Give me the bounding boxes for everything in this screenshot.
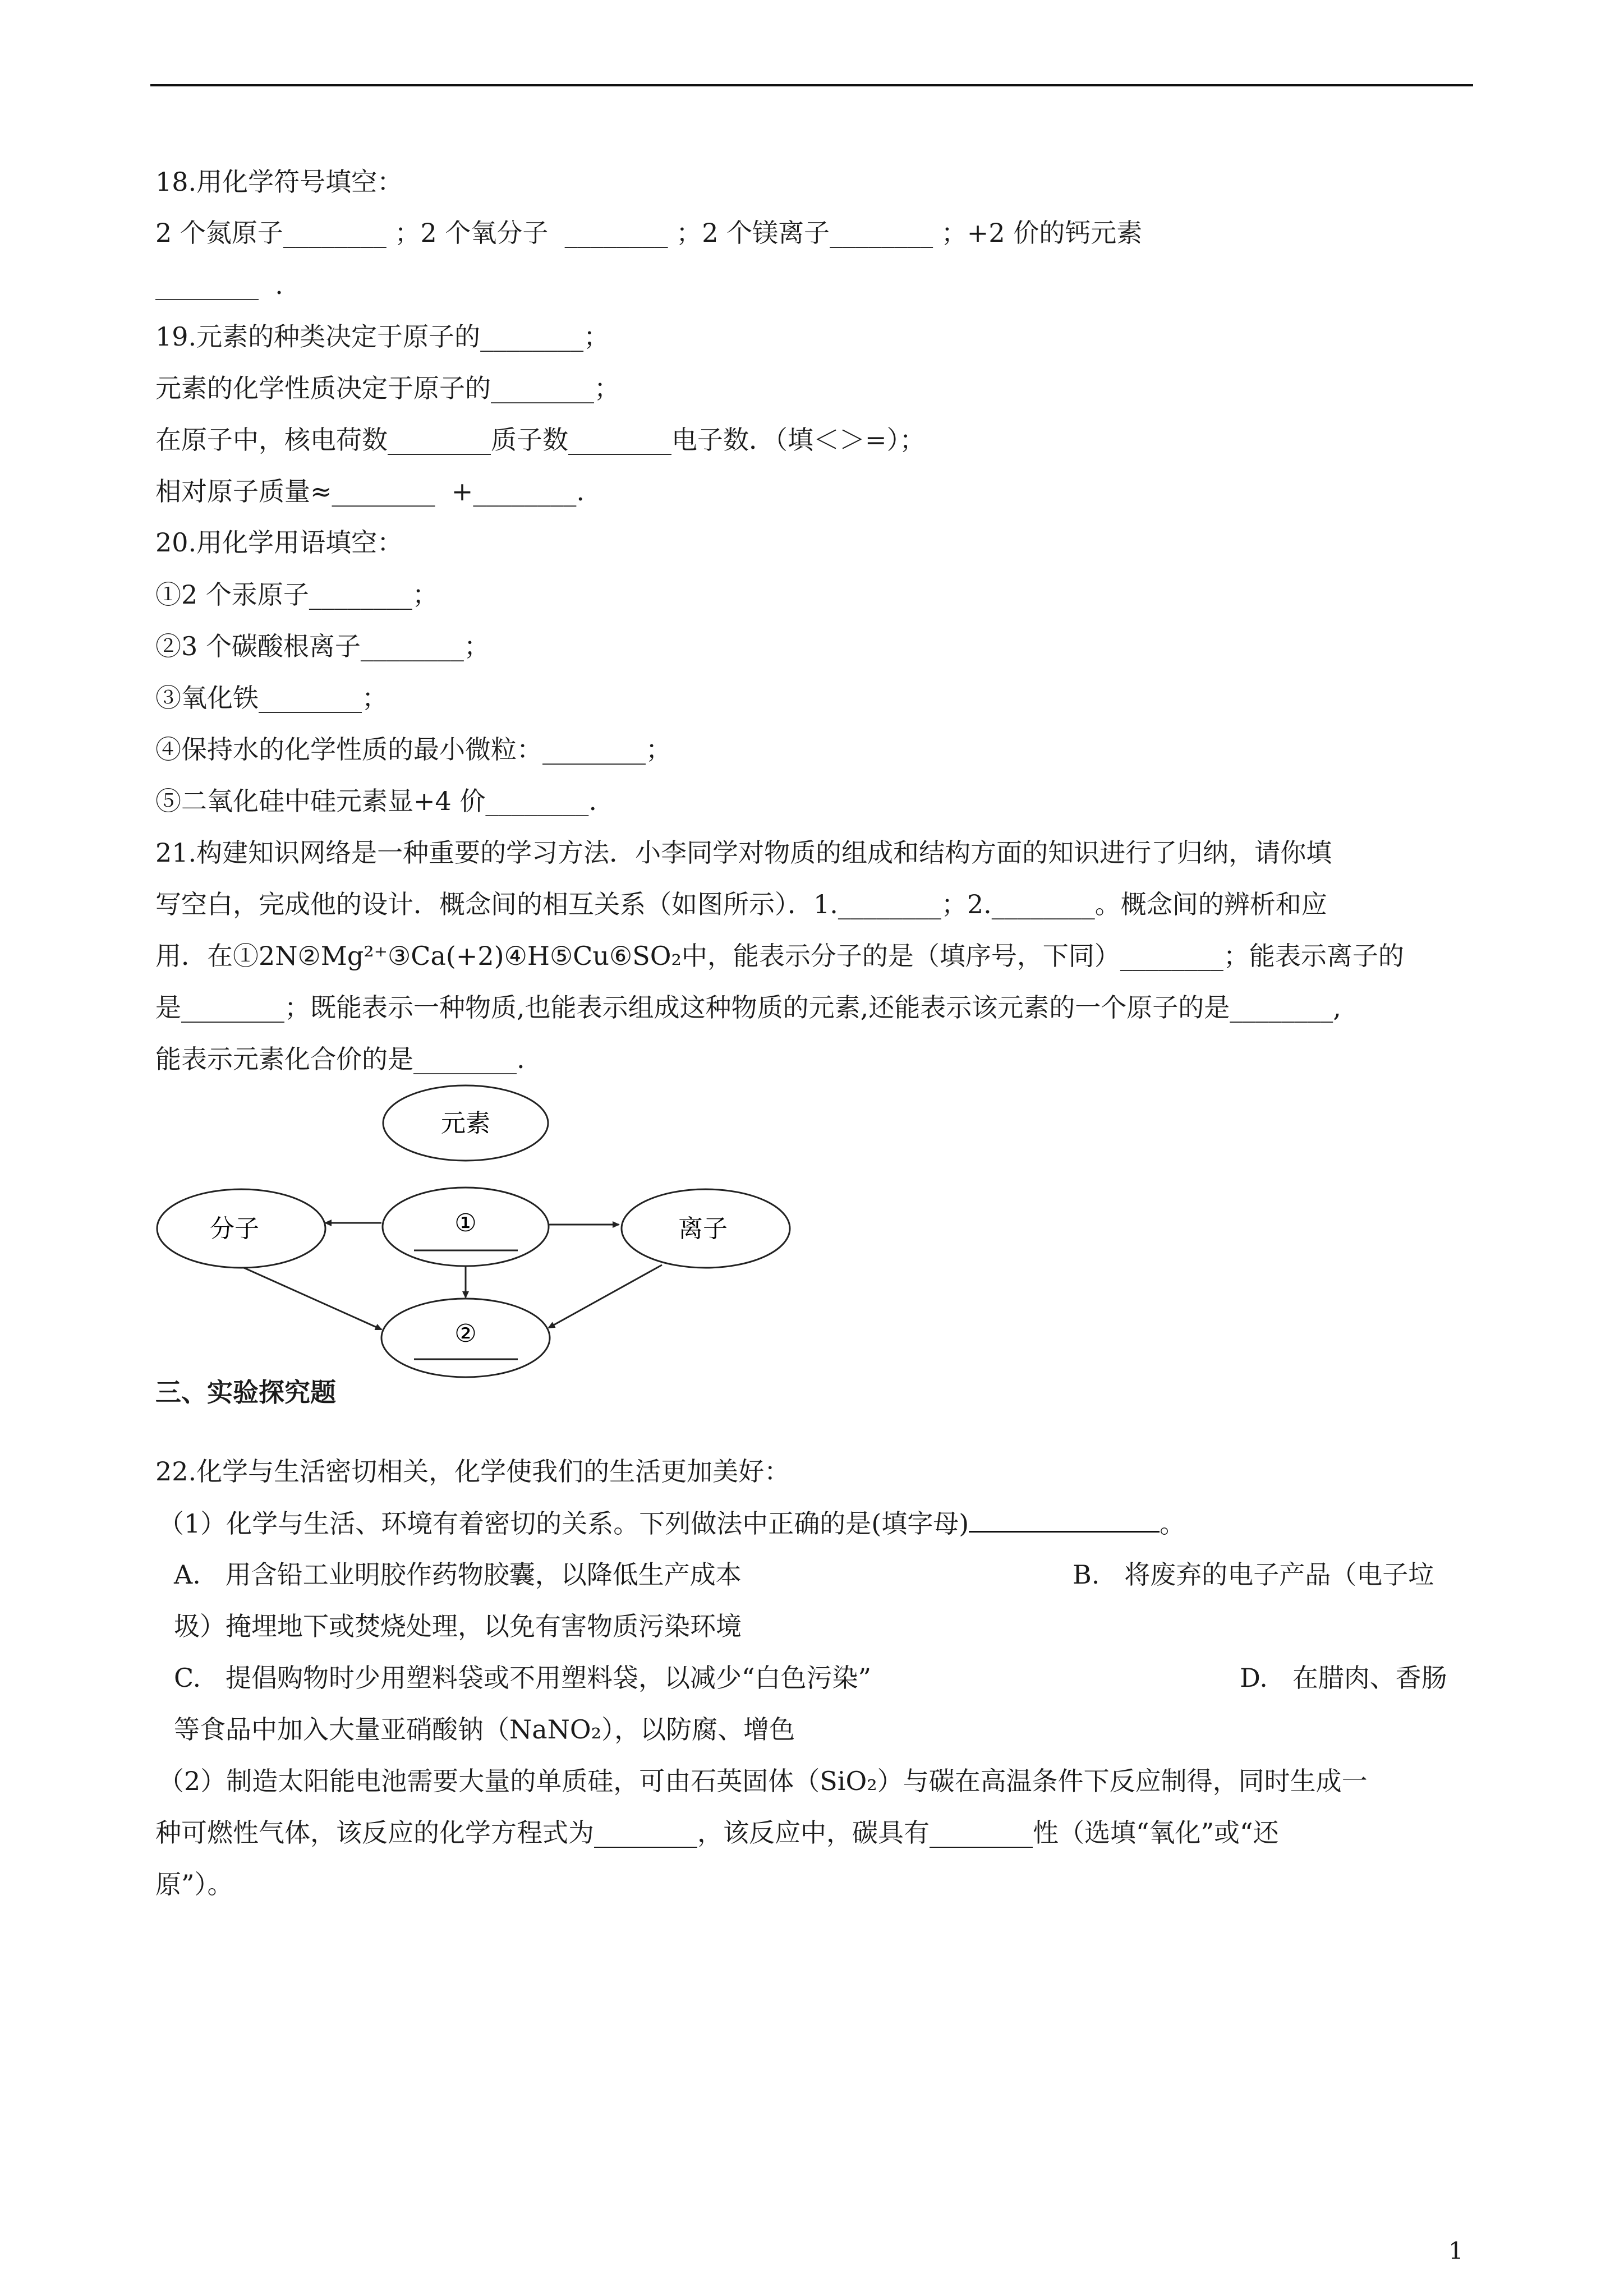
q22-option-d-cont: 等食品中加入大量亚硝酸钠（NaNO₂），以防腐、增色: [174, 1714, 795, 1745]
q22-title: 22.化学与生活密切相关，化学使我们的生活更加美好：: [155, 1456, 790, 1487]
arrow-molecule-to-2: [240, 1266, 381, 1329]
q22-part1: [158, 1506, 1185, 1540]
q22-option-c: C. 提倡购物时少用塑料袋或不用塑料袋，以减少“白色污染”: [174, 1663, 872, 1693]
q22-part1-blank: [969, 1506, 1160, 1533]
q22-part2-line2: 种可燃性气体，该反应的化学方程式为________，该反应中，碳具有________性（选填“氧化”或“还: [155, 1818, 1279, 1848]
node-ion-label: 离子: [678, 1214, 728, 1243]
q19-line2: 元素的化学性质决定于原子的________；: [155, 373, 620, 403]
q18-title: 18.用化学符号填空：: [155, 167, 403, 197]
q22-option-a: A. 用含铅工业明胶作药物胶囊，以降低生产成本: [174, 1559, 742, 1590]
concept-map-diagram: [150, 1069, 795, 1383]
page-number: 1: [1448, 2237, 1464, 2265]
q18-line2: ________ .: [155, 270, 283, 300]
q21-line4: 是________；既能表示一种物质,也能表示组成这种物质的元素,还能表示该元素的一个原子的是________,: [155, 992, 1341, 1023]
node-blank-1-label: ①: [454, 1209, 477, 1237]
q20-item-5: ⑤二氧化硅中硅元素显+4 价________.: [155, 786, 597, 816]
q22-part2-line1: （2）制造太阳能电池需要大量的单质硅，可由石英固体（SiO₂）与碳在高温条件下反应制得，同时生成一: [158, 1766, 1368, 1796]
header-rule: [150, 84, 1473, 86]
q20-item-4: ④保持水的化学性质的最小微粒：________；: [155, 734, 671, 765]
q22-option-d: D. 在腊肉、香肠: [1240, 1663, 1447, 1693]
q19-title: 19.元素的种类决定于原子的________；: [155, 321, 610, 352]
q22-part1-text: （1）化学与生活、环境有着密切的关系。下列做法中正确的是(填字母): [158, 1508, 969, 1539]
q20-title: 20.用化学用语填空：: [155, 527, 403, 558]
q20-item-1: ①2 个汞原子________；: [155, 579, 438, 610]
arrow-ion-to-2: [549, 1265, 662, 1328]
q20-item-3: ③氧化铁________；: [155, 683, 388, 713]
q22-part2-line3: 原”）。: [155, 1869, 233, 1899]
q22-option-b: B. 将废弃的电子产品（电子垃: [1073, 1559, 1434, 1590]
q21-line2: 写空白，完成他的设计．概念间的相互关系（如图所示）．1.________；2.________。概念间的辨析和应: [155, 889, 1327, 919]
node-molecule-label: 分子: [210, 1214, 259, 1243]
q21-line1: 21.构建知识网络是一种重要的学习方法．小李同学对物质的组成和结构方面的知识进行了归纳，请你填: [155, 838, 1332, 868]
q20-item-2: ②3 个碳酸根离子________；: [155, 631, 490, 661]
section-title: 三、实验探究题: [155, 1377, 336, 1407]
q19-line3: 在原子中，核电荷数________质子数________电子数．（填＜＞=）；: [155, 425, 926, 455]
q18-line1: 2 个氮原子________ ；2 个氧分子 ________ ；2 个镁离子________ ；+2 价的钙元素: [155, 218, 1143, 248]
node-blank-2-label: ②: [454, 1319, 477, 1348]
q19-line4: 相对原子质量≈________ +________.: [155, 476, 585, 507]
q21-line3: 用．在①2N②Mg²⁺③Ca(+2)④H⑤Cu⑥SO₂中，能表示分子的是（填序号，下同）________；能表示离子的: [155, 941, 1404, 971]
q22-option-b-cont: 圾）掩埋地下或焚烧处理，以免有害物质污染环境: [174, 1611, 742, 1641]
node-element-label: 元素: [441, 1109, 490, 1138]
q21-line5: 能表示元素化合价的是________.: [155, 1044, 525, 1074]
q22-part1-end: 。: [1160, 1508, 1186, 1539]
